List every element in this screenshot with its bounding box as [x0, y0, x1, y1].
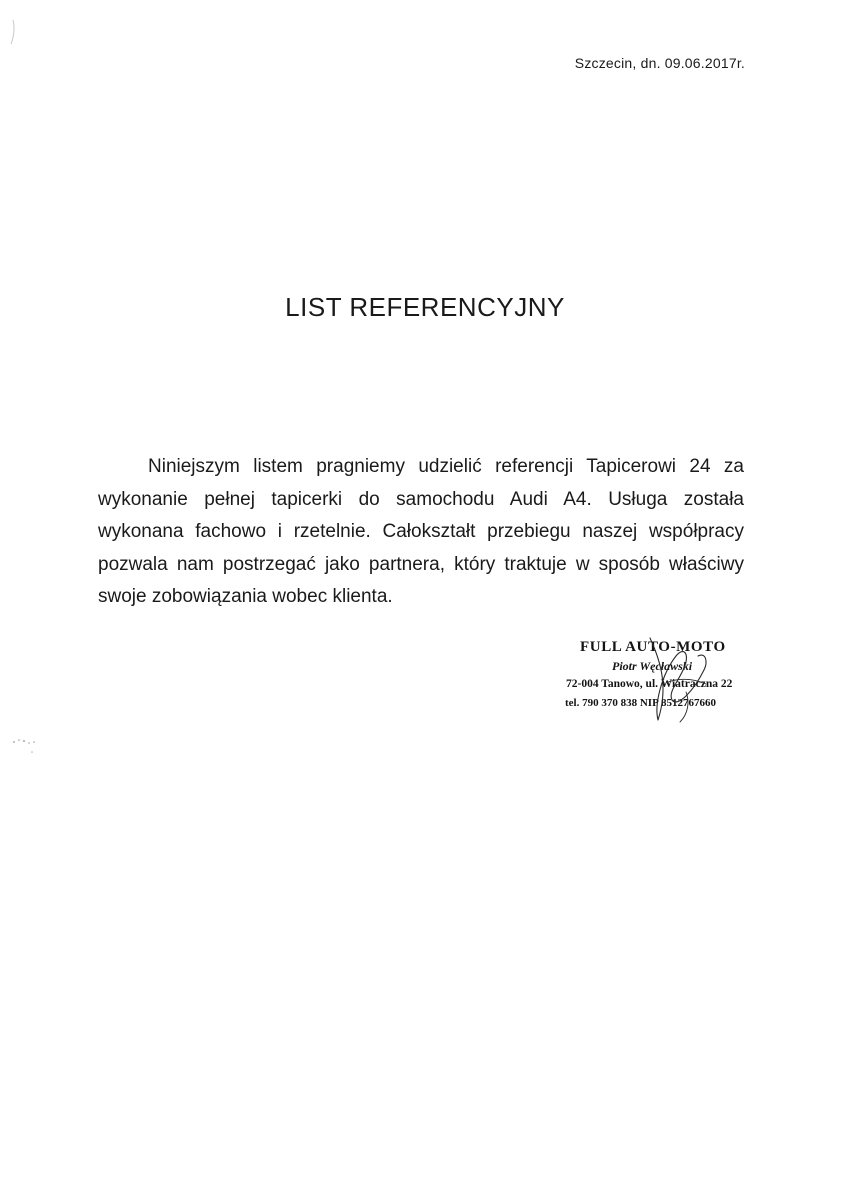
scan-dust — [10, 736, 40, 758]
scan-mark — [8, 18, 18, 46]
letter-date: Szczecin, dn. 09.06.2017r. — [574, 55, 745, 71]
company-stamp — [560, 636, 770, 711]
stamp-contact: tel. 790 370 838 NIP 8512767660 — [565, 697, 716, 709]
stamp-company-name: FULL AUTO-MOTO — [580, 639, 726, 655]
stamp-address: 72-004 Tanowo, ul. Wiatraczna 22 — [566, 678, 733, 690]
letter-body: Niniejszym listem pragniemy udzielić referencji Tapicerowi 24 za wykonanie pełnej tapicerki do samochodu Audi A4. Usługa została wykonana fachowo i rzetelnie. Całokształt przebiegu naszej współpracy pozwala nam postrzegać jako partnera, który traktuje w sposób właściwy swoje zobowiązania wobec klienta. — [98, 456, 744, 607]
stamp-owner-name: Piotr Węcławski — [612, 659, 693, 673]
letter-title: LIST REFERENCYJNY — [285, 292, 565, 322]
